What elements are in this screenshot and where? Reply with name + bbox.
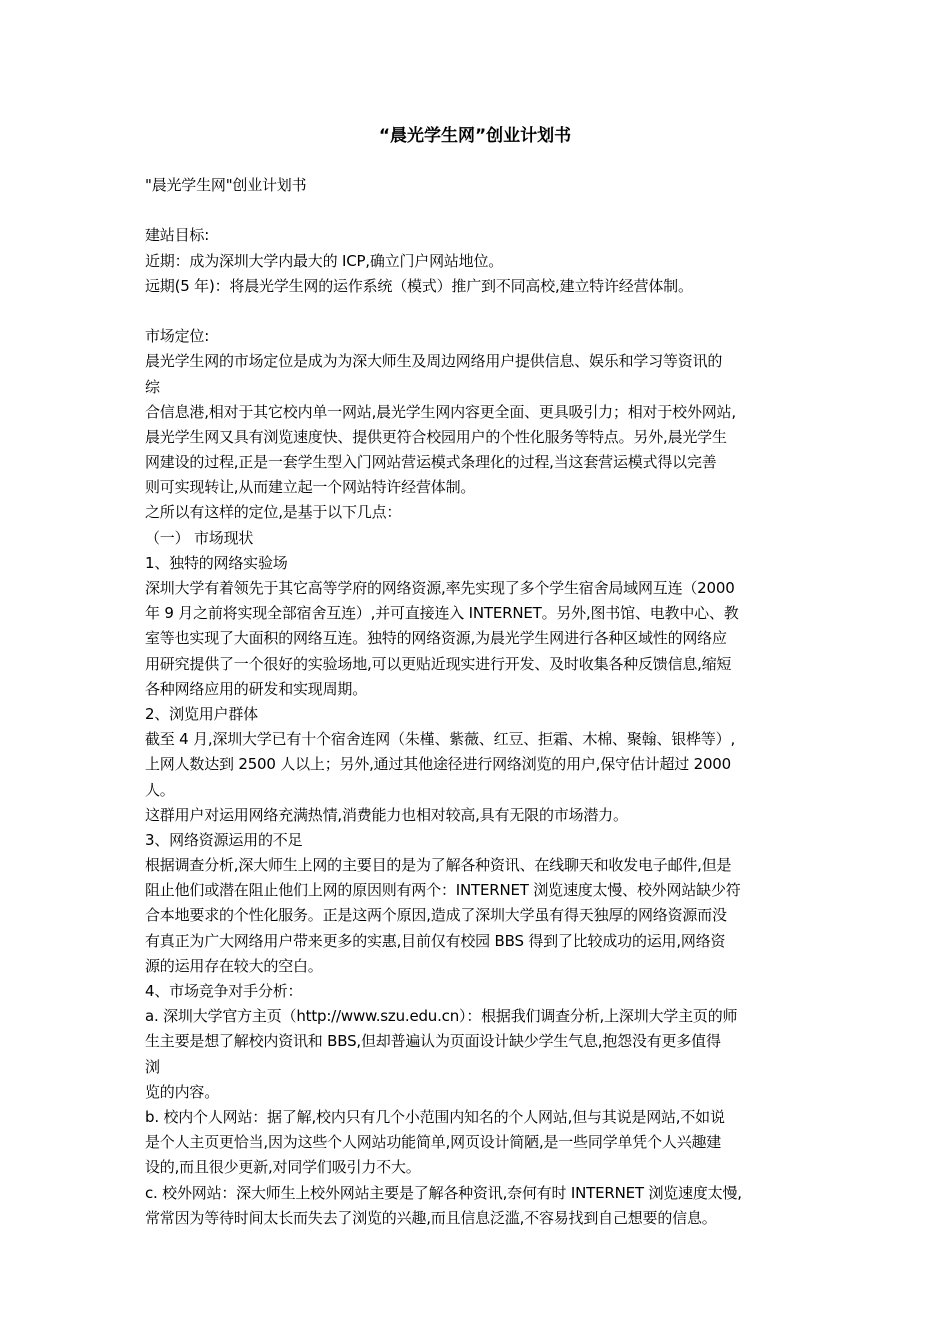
text-line: 合本地要求的个性化服务。正是这两个原因,造成了深圳大学虽有得天独厚的网络资源而没 xyxy=(145,906,727,925)
document-body xyxy=(145,173,813,1231)
text-line: 晨光学生网又具有浏览速度快、提供更符合校园用户的个性化服务等特点。另外,晨光学生 xyxy=(145,427,727,446)
text-line: 深圳大学有着领先于其它高等学府的网络资源,率先实现了多个学生宿舍局域网互连（2000 xyxy=(145,579,735,597)
text-line: 1、独特的网络实验场 xyxy=(145,553,288,572)
text-line: 是个人主页更恰当,因为这些个人网站功能简单,网页设计简陋,是一些同学单凭个人兴趣建 xyxy=(145,1133,722,1152)
text-line: 之所以有这样的定位,是基于以下几点： xyxy=(145,503,402,522)
text-line: "晨光学生网"创业计划书 xyxy=(145,176,307,194)
text-line: 源的运用存在较大的空白。 xyxy=(145,956,323,975)
text-line: 截至 4 月,深圳大学已有十个宿舍连网（朱槿、紫薇、红豆、拒霜、木棉、聚翰、银桦等）, xyxy=(145,730,736,749)
blank-line xyxy=(145,198,813,223)
text-line: 览的内容。 xyxy=(145,1082,220,1101)
text-line: 根据调查分析,深大师生上网的主要目的是为了解各种资讯、在线聊天和收发电子邮件,但是 xyxy=(145,856,732,875)
text-line: 年 9 月之前将实现全部宿舍互连）,并可直接连入 INTERNET。另外,图书馆、电教中心、教 xyxy=(145,604,739,623)
text-line: 设的,而且很少更新,对同学们吸引力不大。 xyxy=(145,1158,421,1177)
text-line: 上网人数达到 2500 人以上；另外,通过其他途径进行网络浏览的用户,保守估计超过 2000 xyxy=(145,755,731,774)
text-line: 用研究提供了一个很好的实验场地,可以更贴近现实进行开发、及时收集各种反馈信息,缩短 xyxy=(145,654,732,673)
text-line: （一） 市场现状 xyxy=(145,528,254,547)
text-line: 远期(5 年)：将晨光学生网的运作系统（模式）推广到不同高校,建立特许经营体制。 xyxy=(145,276,693,295)
text-line: 合信息港,相对于其它校内单一网站,晨光学生网内容更全面、更具吸引力；相对于校外网站, xyxy=(145,402,736,421)
text-line: 4、市场竞争对手分析： xyxy=(145,982,303,1000)
text-line: 近期：成为深圳大学内最大的 ICP,确立门户网站地位。 xyxy=(145,251,504,270)
text-line: 各种网络应用的研发和实现周期。 xyxy=(145,679,368,698)
text-line: 有真正为广大网络用户带来更多的实惠,目前仅有校园 BBS 得到了比较成功的运用,网络资 xyxy=(145,931,726,950)
text-line: 浏 xyxy=(145,1057,160,1076)
text-line: 常常因为等待时间太长而失去了浏览的兴趣,而且信息泛滥,不容易找到自己想要的信息。 xyxy=(145,1208,717,1227)
text-line: 综 xyxy=(145,377,160,396)
text-line: 室等也实现了大面积的网络互连。独特的网络资源,为晨光学生网进行各种区域性的网络应 xyxy=(145,629,727,648)
text-line: 这群用户对运用网络充满热情,消费能力也相对较高,具有无限的市场潜力。 xyxy=(145,805,628,824)
text-line: b. 校内个人网站：据了解,校内只有几个小范围内知名的个人网站,但与其说是网站,不如说 xyxy=(145,1107,725,1126)
text-line: a. 深圳大学官方主页（http://www.szu.edu.cn）：根据我们调查分析,上深圳大学主页的师 xyxy=(145,1007,738,1026)
text-line: 生主要是想了解校内资讯和 BBS,但却普遍认为页面设计缺少学生气息,抱怨没有更多值得 xyxy=(145,1032,721,1051)
text-line: 人。 xyxy=(145,780,175,799)
blank-line xyxy=(145,299,813,324)
text-line: 建站目标: xyxy=(145,226,210,245)
text-line: 阻止他们或潜在阻止他们上网的原因则有两个：INTERNET 浏览速度太慢、校外网站缺少符 xyxy=(145,881,741,900)
text-line: 2、浏览用户群体 xyxy=(145,704,258,723)
text-line: 网建设的过程,正是一套学生型入门网站营运模式条理化的过程,当这套营运模式得以完善 xyxy=(145,453,717,472)
document-title: “晨光学生网”创业计划书 xyxy=(378,126,572,146)
text-line: 市场定位: xyxy=(145,327,210,346)
text-line: 晨光学生网的市场定位是成为为深大师生及周边网络用户提供信息、娱乐和学习等资讯的 xyxy=(145,352,723,371)
text-line: 则可实现转让,从而建立起一个网站特许经营体制。 xyxy=(145,478,476,497)
text-line: 3、网络资源运用的不足 xyxy=(145,830,303,849)
text-line: c. 校外网站：深大师生上校外网站主要是了解各种资讯,奈何有时 INTERNET 浏览速度太慢, xyxy=(145,1183,742,1202)
